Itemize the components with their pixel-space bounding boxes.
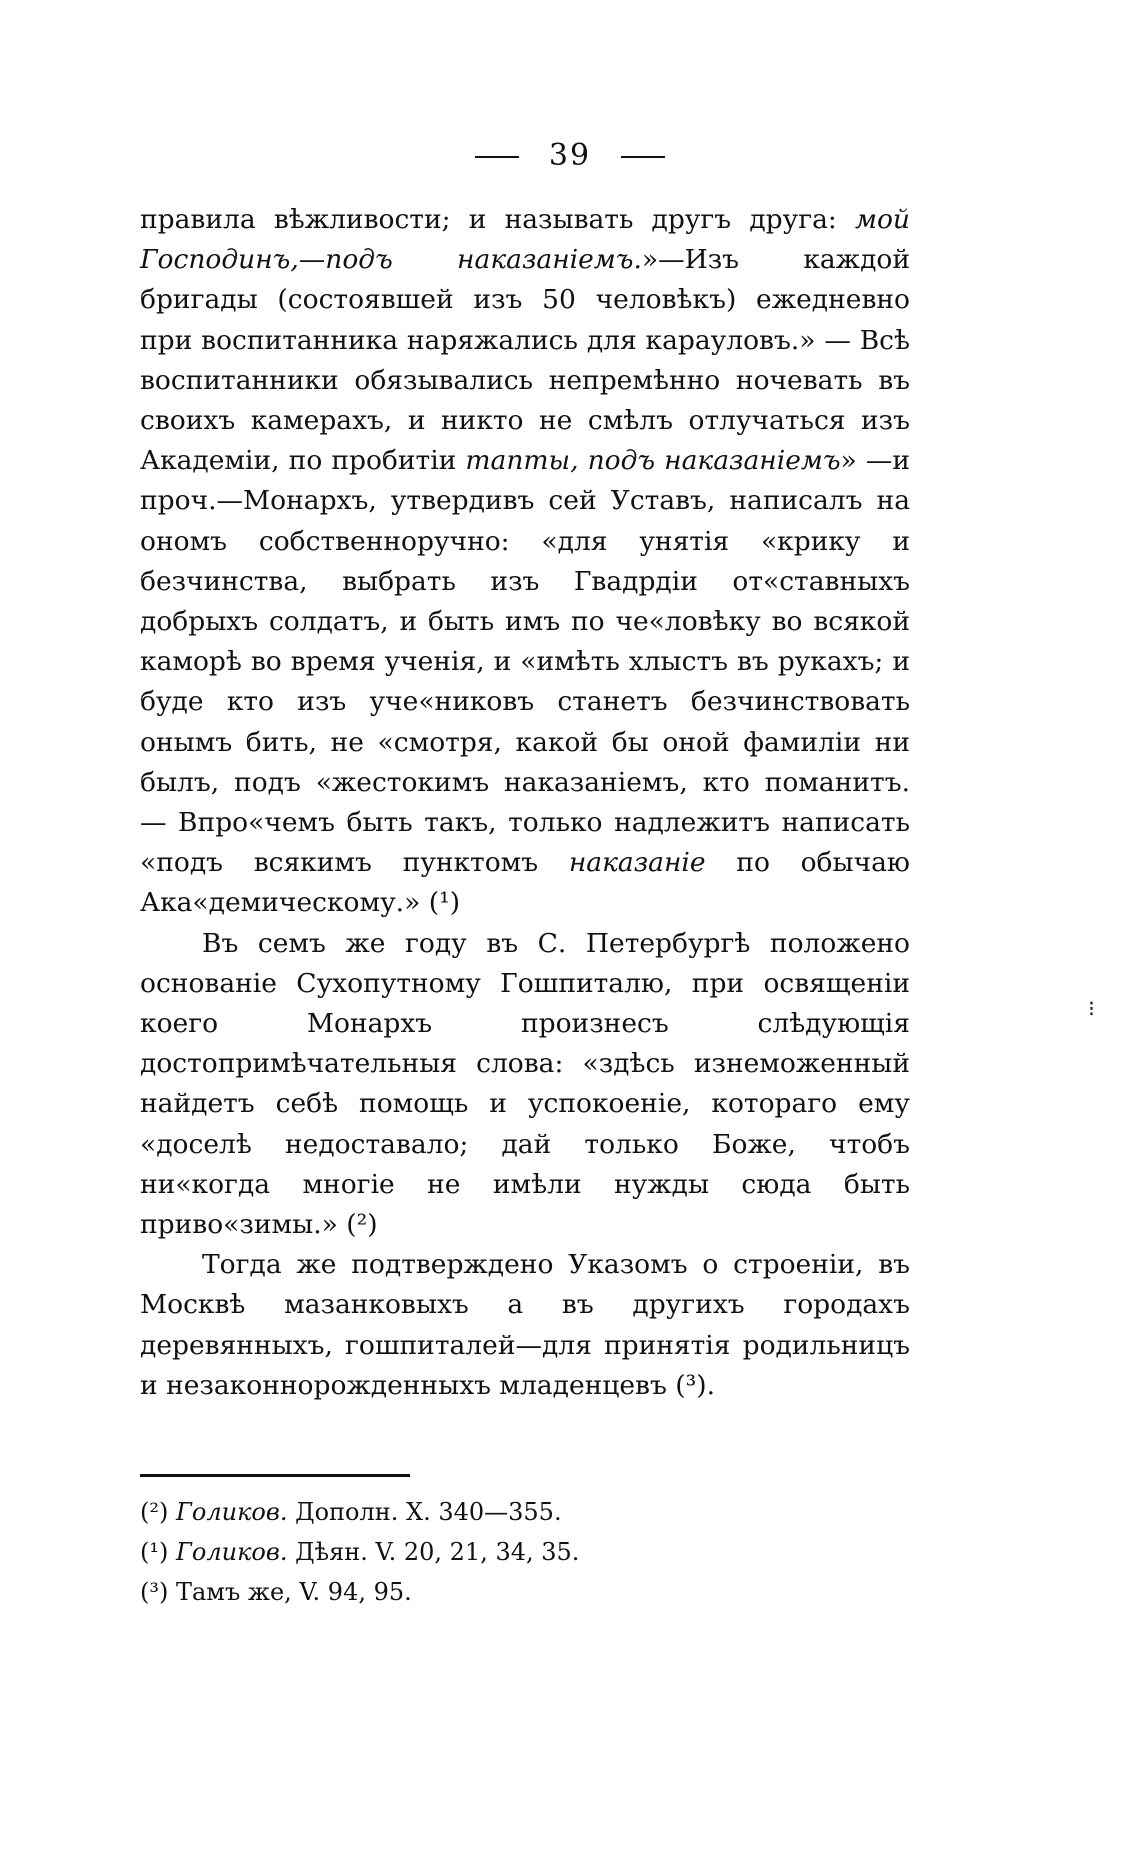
footnote-text: Тамъ же, V. 94, 95. <box>175 1578 412 1606</box>
header-dash-right <box>621 156 665 158</box>
footnote-author: Голиков. <box>175 1538 288 1566</box>
italic-text: наказаніе <box>568 847 706 879</box>
text-run: » —и проч.—Монархъ, утвердивъ сей Уставъ, написалъ на ономъ собственноручно: «для унятія «крику и безчинства, выбрать изъ Гвадрдіи от«ставныхъ добрыхъ солдатъ, и быть имъ по че«ловѣку во всякой каморѣ во время ученія, и «имѣть хлыстъ въ рукахъ; и буде кто изъ уче«никовъ станетъ безчинствовать онымъ бить, не «смотря, какой бы оной фамиліи ни былъ, подъ «жестокимъ наказаніемъ, кто поманитъ. — Впро«чемъ быть такъ, только надлежитъ написать «подъ всякимъ пунктомъ <box>140 445 910 879</box>
text-run: по обычаю Ака«демическому.» <box>140 847 910 919</box>
footnote <box>140 1572 910 1612</box>
main-text <box>140 200 910 1406</box>
footnote-mark: (³) <box>140 1578 176 1606</box>
footnote-rule <box>140 1474 410 1477</box>
footnote-mark: (²) <box>140 1498 176 1526</box>
text-run: правила вѣжливости; и называть другъ друга: <box>140 204 855 235</box>
text-run: »—Изъ каждой бригады (состоявшей изъ 50 человѣкъ) ежедневно при воспитанника наряжались для карауловъ.» — Всѣ воспитанники обязывались непремѣнно ночевать въ своихъ камерахъ, и никто не смѣлъ отлучаться изъ Академіи, по пробитіи <box>140 244 910 477</box>
paragraph <box>140 924 910 1246</box>
footnotes <box>140 1492 910 1612</box>
footnote-mark: (¹) <box>140 1538 176 1566</box>
footnote-author: Голиков. <box>175 1498 288 1526</box>
footnote <box>140 1492 910 1532</box>
page-number: 39 <box>548 138 592 173</box>
footnote <box>140 1532 910 1572</box>
text-run: Тогда же подтверждено Указомъ о строеніи, въ Москвѣ мазанковыхъ а въ другихъ городахъ деревянныхъ, гошпиталей—для принятія родильницъ и незаконнорожденныхъ младенцевъ <box>140 1249 910 1401</box>
header-dash-left <box>475 156 519 158</box>
footnote-text: Дѣян. V. 20, 21, 34, 35. <box>287 1538 580 1566</box>
footnote-reference: (¹) <box>428 887 461 919</box>
text-run: Въ семъ же году въ С. Петербургѣ положено основаніе Сухопутному Гошпиталю, при освященіи коего Монархъ произнесъ слѣдующія достопримѣчательныя слова: «здѣсь изнеможенный найдетъ себѣ помощь и успокоеніе, котораго ему «доселѣ недоставало; дай только Боже, чтобъ ни«когда многіе не имѣли нужды сюда быть приво«зимы.» <box>140 927 910 1241</box>
italic-text: тапты, подъ наказаніемъ <box>465 445 841 477</box>
footnote-reference: (³). <box>675 1369 715 1401</box>
paragraph <box>140 1245 910 1406</box>
margin-mark: ⁝ <box>1088 997 1095 1022</box>
page-header <box>0 138 1140 173</box>
italic-text: мой Господинъ,—подъ наказаніемъ. <box>140 204 910 276</box>
footnote-reference: (²) <box>346 1209 378 1241</box>
paragraph <box>140 200 910 924</box>
footnote-text: Дополн. X. 340—355. <box>287 1498 562 1526</box>
